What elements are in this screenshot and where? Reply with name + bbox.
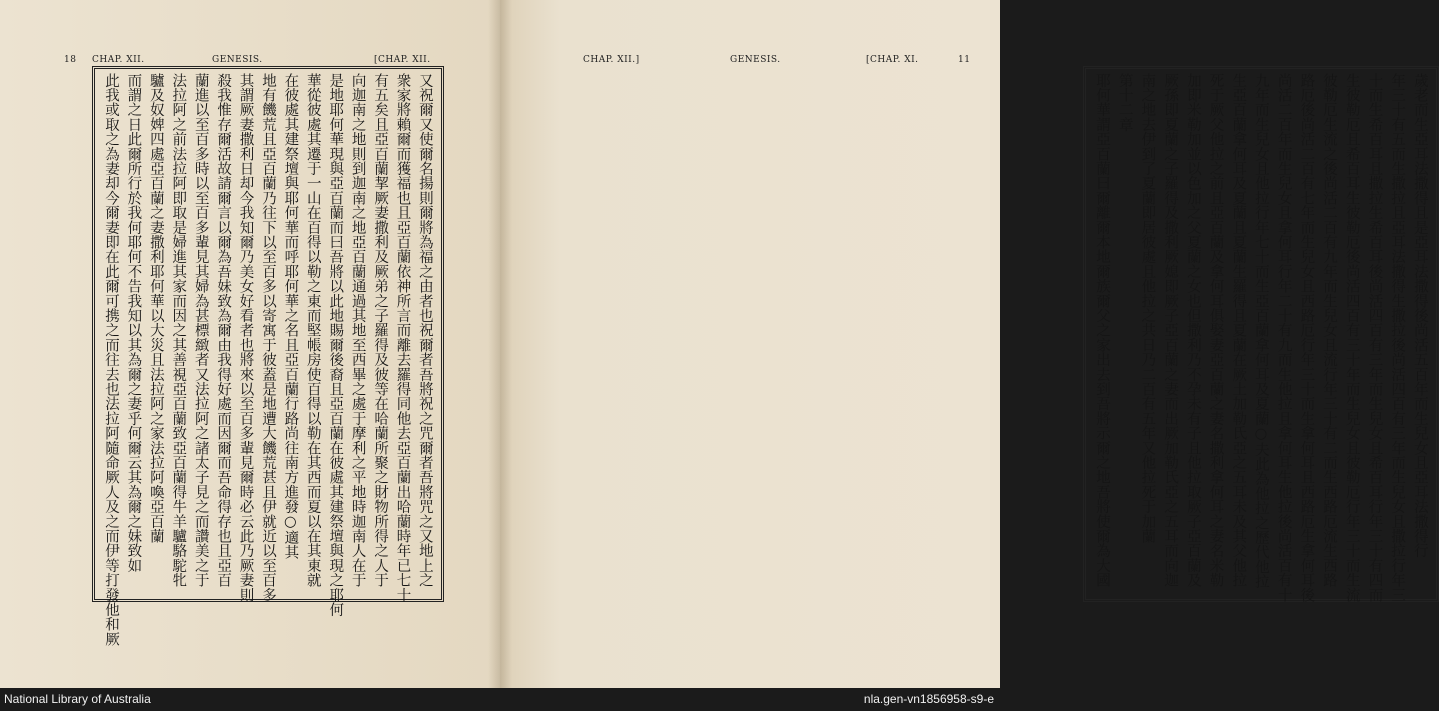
text-column: 又祝爾又使爾名揚則爾將為福之由者也祝爾者吾將祝之咒爾者吾將咒之又地上之: [416, 73, 433, 588]
text-column: 驢及奴婢四處亞百蘭之妻撒利耶何華以大災且法拉阿之家法拉阿喚亞百蘭: [147, 73, 164, 544]
text-column: 路厄後尚活二百有七年而生兒女且西路厄行年三十而生拿何耳且西路厄生拿何耳後: [1298, 73, 1315, 603]
text-column: 南之地去伊到了夏蘭即居彼處且他拉之共日乃二百有五年又他拉死于加蘭: [1139, 73, 1156, 544]
running-title-left: GENESIS.: [212, 55, 263, 65]
left-text-columns: [100, 73, 436, 647]
text-column: 而謂之日此爾所行於我何耶何不告我知以其為爾之妻乎何爾云其為爾之妹致如: [125, 73, 142, 573]
text-column: 九年而生兒女且他拉行年七十而生亞百蘭拿何耳及夏蘭○夫此為他拉之歷代他拉: [1252, 73, 1269, 589]
running-title-right: GENESIS.: [730, 55, 781, 65]
text-column: 十而生希百耳且撒拉生希百耳後尚活四百有三年而生兒女且希百耳行年三十有四而: [1366, 73, 1383, 603]
left-text-frame: [92, 66, 444, 647]
page-number-left: 18: [64, 55, 77, 65]
text-column: 生彼勒厄且希百耳生彼勒厄後尚活四百有三十年而生兒女且彼勒厄行年三十而生流: [1343, 73, 1360, 603]
text-column: 彼勒厄生流之後尚活二百有九年而生兒女且流行年三十有二而生西路厄流生西路: [1321, 73, 1338, 588]
text-column: 歲老而生亞耳法撒得且是亞耳法撒得後尚活五百年而生兒女且亞耳法撒得行: [1411, 73, 1428, 559]
text-column: 第十二章: [1116, 73, 1133, 132]
right-page: [500, 0, 1428, 688]
chapter-label-right: [CHAP. XI.: [866, 55, 919, 65]
text-column: 加即米勒加並以色加之父夏蘭之女也但撒利乃不孕未有子且他拉取厥子亞百蘭及: [1184, 73, 1201, 588]
text-column: 是地耶何華現與亞百蘭而曰吾將以此地賜爾後裔且亞百蘭在彼處其建祭壇與現之耶何: [327, 73, 344, 617]
text-column: 華從彼處其遷于一山在百得以勒之東而堅帳房使百得以勒在其西而夏以在其東就: [304, 73, 321, 588]
text-column: 生亞百蘭拿何耳及夏蘭且夏蘭生羅得且夏蘭在厥土加勒氏亞之五耳未及其父他拉: [1230, 73, 1247, 588]
right-text-columns: [1091, 73, 1431, 603]
text-column: 法拉阿之前法拉阿即取是婦進其家而因之其善視亞百蘭致亞百蘭得牛羊驢駱駝牝: [170, 73, 187, 588]
text-column: 其謂厥妻撒利日却今我知爾乃美女好看者也將來以至百多輩見爾時必云此乃厥妻則: [237, 73, 254, 603]
library-credit: National Library of Australia: [4, 692, 151, 706]
text-column: 地有饑荒且亞百蘭乃往下以至百多以寄寓于彼蓋是地遭大饑荒甚且伊就近以至百多: [259, 73, 276, 603]
text-column: 耶何華謂亞百蘭曰爾離爾本地爾族爾父之家出去到吾將示爾之地吾將使爾為大國: [1094, 73, 1110, 588]
image-identifier: nla.gen-vn1856958-s9-e: [863, 692, 994, 706]
text-column: 在彼處其建祭壇與耶何華而呼耶何華之名且亞百蘭行路尚往南方進發○適其: [282, 73, 299, 560]
book-gutter-shadow: [488, 0, 512, 688]
text-column: 尚活二百年而生兒女且拿何耳行年二十有九而生他拉且拿何耳生他拉後尚活百有十: [1275, 73, 1292, 603]
chapter-label-left-outer: [CHAP. XII.: [374, 55, 431, 65]
text-column: 此我或取之為妻却今爾妻即在此爾可携之而往去也法拉阿隨命厥人及之而伊等打發他和厥: [103, 73, 119, 647]
text-column: 向迦南之地則到迦南之地亞百蘭通過其地至西畢之處于摩利之平地時迦南人在于: [349, 73, 366, 588]
text-column: 有五矣且亞百蘭挈厥妻撒利及厥弟之子羅得及彼等在哈蘭所聚之財物所得之人于: [372, 73, 389, 588]
text-column: 衆家將賴爾而獲福也且亞百蘭依神所言而離去羅得同他去亞百蘭出哈蘭時年已七十: [394, 73, 411, 603]
chapter-label-right-inner: CHAP. XII.]: [583, 55, 640, 65]
footer-bar: [0, 688, 1000, 711]
text-column: 厥孫即夏蘭之子羅得及撒利厥媳即厥子亞百蘭之妻而出厥加勒氏亞之五耳而向迦: [1162, 73, 1179, 588]
left-page: [0, 0, 500, 688]
page-number-right: 11: [958, 55, 971, 65]
chapter-label-left: CHAP. XII.: [92, 55, 145, 65]
text-column: 蘭進以至百多時以至百多輩見其婦為甚標緻者又法拉阿之諸太子見之而讚美之于: [192, 73, 209, 588]
text-column: 年三十有五而生撒拉且亞耳法撒得生撒拉後尚活四百有三年而生兒女且撒拉行年三: [1389, 73, 1406, 603]
text-column: 殺我惟存爾活故請爾言以爾為吾妹致為爾由我得好處而因爾而吾命得存也且亞百: [215, 73, 232, 588]
right-text-frame: [1083, 66, 1439, 602]
text-column: 死于厥父他拉之前且亞百蘭及拿何耳俱娶妻亞百蘭之妻名撒利拿何耳之妻名米勒: [1207, 73, 1224, 588]
